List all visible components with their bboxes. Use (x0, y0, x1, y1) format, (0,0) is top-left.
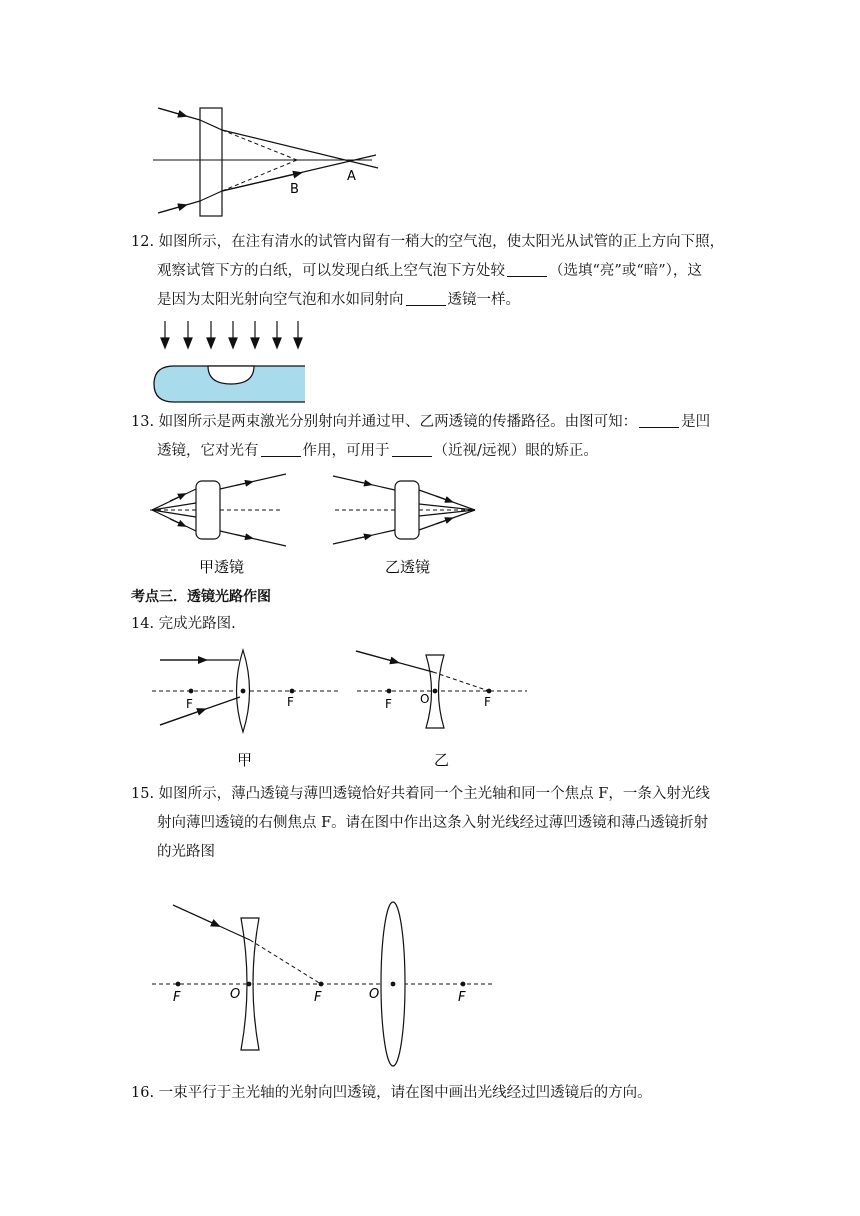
question-15: 15. 如图所示，薄凸透镜与薄凹透镜恰好共着同一个主光轴和同一个焦点 F，一条入射光线 射向薄凹透镜的右侧焦点 F。请在图中作出这条入射光线经过薄凹透镜和薄凸透镜折射 的光路图 (131, 786, 710, 860)
question-13-line1: 13. 如图所示是两束激光分别射向并通过甲、乙两透镜的传播路径。由图可知： 是凹 (131, 408, 751, 437)
focus-label: F (484, 695, 491, 709)
focus-label: F (287, 695, 294, 709)
caption-jia: 甲 (237, 751, 253, 769)
question-16: 16. 一束平行于主光轴的光射向凹透镜，请在图中画出光线经过凹透镜后的方向。 (131, 1085, 652, 1101)
question-13-line2: 透镜，它对光有 作用，可用于 （近视/远视）眼的矫正。 (131, 437, 751, 466)
question-12-line3: 是因为太阳光射向空气泡和水如同射向 透镜一样。 (131, 286, 751, 315)
section-heading: 考点三．透镜光路作图 (131, 589, 271, 605)
focus-label: F (458, 990, 466, 1005)
caption-yi: 乙 (434, 751, 450, 769)
question-14: 14. 完成光路图. (131, 616, 236, 632)
focus-label: F (314, 990, 322, 1005)
optical-center-label: O (369, 987, 380, 1002)
focus-label: F (385, 697, 392, 711)
question-12-line2: 观察试管下方的白纸，可以发现白纸上空气泡下方处较 （选填“亮”或“暗”），这 (131, 257, 751, 286)
focus-label: F (173, 990, 181, 1005)
optical-center-label: O (420, 692, 430, 706)
question-12-line1: 12. 如图所示，在注有清水的试管内留有一稍大的空气泡，使太阳光从试管的正上方向下照， (131, 234, 725, 250)
label-a: A (347, 169, 356, 184)
label-b: B (290, 182, 299, 197)
focus-label: F (186, 697, 193, 711)
dashed-extension (250, 940, 321, 984)
caption-lens-yi: 乙透镜 (385, 558, 431, 576)
optical-center-label: O (230, 987, 241, 1002)
caption-lens-jia: 甲透镜 (199, 558, 245, 576)
